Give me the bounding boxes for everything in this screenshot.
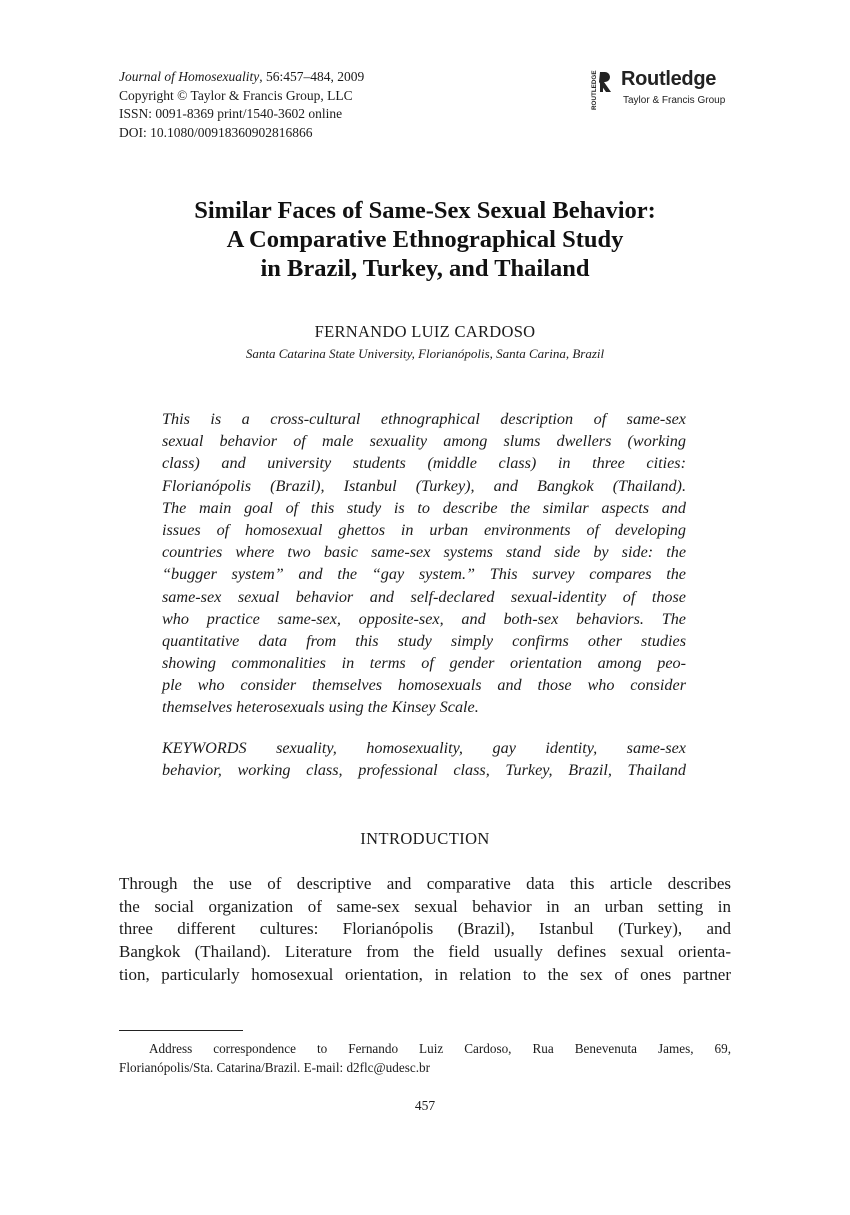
- doi-line: DOI: 10.1080/00918360902816866: [119, 124, 313, 140]
- journal-citation: [119, 68, 364, 87]
- abstract-line: quantitative data from this study simply confirms other studies: [162, 631, 686, 650]
- title-line: Similar Faces of Same-Sex Sexual Behavior:: [194, 197, 656, 224]
- journal-metadata: [119, 68, 364, 142]
- keywords-line: KEYWORDS sexuality, homosexuality, gay identity, same-sex: [162, 739, 686, 757]
- keywords-line: behavior, working class, professional class, Turkey, Brazil, Thailand: [162, 761, 686, 780]
- body-line: the social organization of same-sex sexual behavior in an urban setting in: [119, 896, 731, 916]
- abstract-line: class) and university students (middle class) in three cities:: [162, 454, 686, 473]
- abstract-line: Florianópolis (Brazil), Istanbul (Turkey), and Bangkok (Thailand).: [162, 476, 686, 495]
- abstract: [162, 408, 686, 719]
- abstract-line: sexual behavior of male sexuality among slums dwellers (working: [162, 432, 686, 451]
- body-line: Bangkok (Thailand). Literature from the field usually defines sexual orienta-: [119, 942, 731, 962]
- section-heading: INTRODUCTION: [360, 829, 490, 848]
- author-affiliation: Santa Catarina State University, Florianópolis, Santa Carina, Brazil: [245, 346, 605, 361]
- footnote-line: Florianópolis/Sta. Catarina/Brazil. E-mail: d2flc@udesc.br: [119, 1059, 430, 1075]
- author-name: FERNANDO LUIZ CARDOSO: [314, 322, 536, 341]
- abstract-line: “bugger system” and the “gay system.” This survey compares the: [162, 565, 686, 584]
- keywords: [162, 737, 686, 781]
- abstract-line: showing commonalities in terms of gender orientation among peo-: [162, 654, 686, 673]
- routledge-logo-icon: [588, 66, 612, 112]
- title-line: in Brazil, Turkey, and Thailand: [260, 255, 590, 282]
- article-title: [0, 196, 850, 283]
- abstract-line: ple who consider themselves homosexuals and those who consider: [162, 676, 686, 695]
- footnote: [119, 1040, 731, 1077]
- page-number: 457: [414, 1098, 436, 1113]
- abstract-line: This is a cross-cultural ethnographical description of same-sex: [162, 410, 686, 428]
- abstract-line: The main goal of this study is to describe the similar aspects and: [162, 498, 686, 517]
- publisher-logo: [588, 66, 738, 112]
- body-line: tion, particularly homosexual orientation, in relation to the sex of ones partner: [119, 964, 731, 984]
- abstract-line: themselves heterosexuals using the Kinsey Scale.: [162, 698, 479, 717]
- issn-line: ISSN: 0091-8369 print/1540-3602 online: [119, 106, 343, 121]
- publisher-group: Taylor & Francis Group: [623, 95, 726, 106]
- footnote-line: Address correspondence to Fernando Luiz Cardoso, Rua Benevenuta James, 69,: [149, 1041, 731, 1056]
- body-line: Through the use of descriptive and comparative data this article describes: [119, 874, 731, 893]
- abstract-line: countries where two basic same-sex systems stand side by side: the: [162, 543, 686, 562]
- body-line: three different cultures: Florianópolis (Brazil), Istanbul (Turkey), and: [119, 919, 731, 939]
- abstract-line: who practice same-sex, opposite-sex, and both-sex behaviors. The: [162, 609, 686, 628]
- copyright-line: Copyright © Taylor & Francis Group, LLC: [119, 87, 353, 103]
- footnote-divider: [119, 1030, 243, 1031]
- svg-text:ROUTLEDGE: ROUTLEDGE: [591, 70, 598, 110]
- abstract-line: issues of homosexual ghettos in urban environments of developing: [162, 520, 686, 539]
- publisher-name: Routledge: [621, 68, 717, 90]
- journal-name: Journal of Homosexuality: [119, 69, 260, 84]
- journal-volume-pages: , 56:457–484, 2009: [259, 69, 365, 84]
- body-paragraph: [119, 873, 731, 986]
- title-line: A Comparative Ethnographical Study: [226, 226, 624, 253]
- abstract-line: same-sex sexual behavior and self-declared sexual-identity of those: [162, 587, 686, 606]
